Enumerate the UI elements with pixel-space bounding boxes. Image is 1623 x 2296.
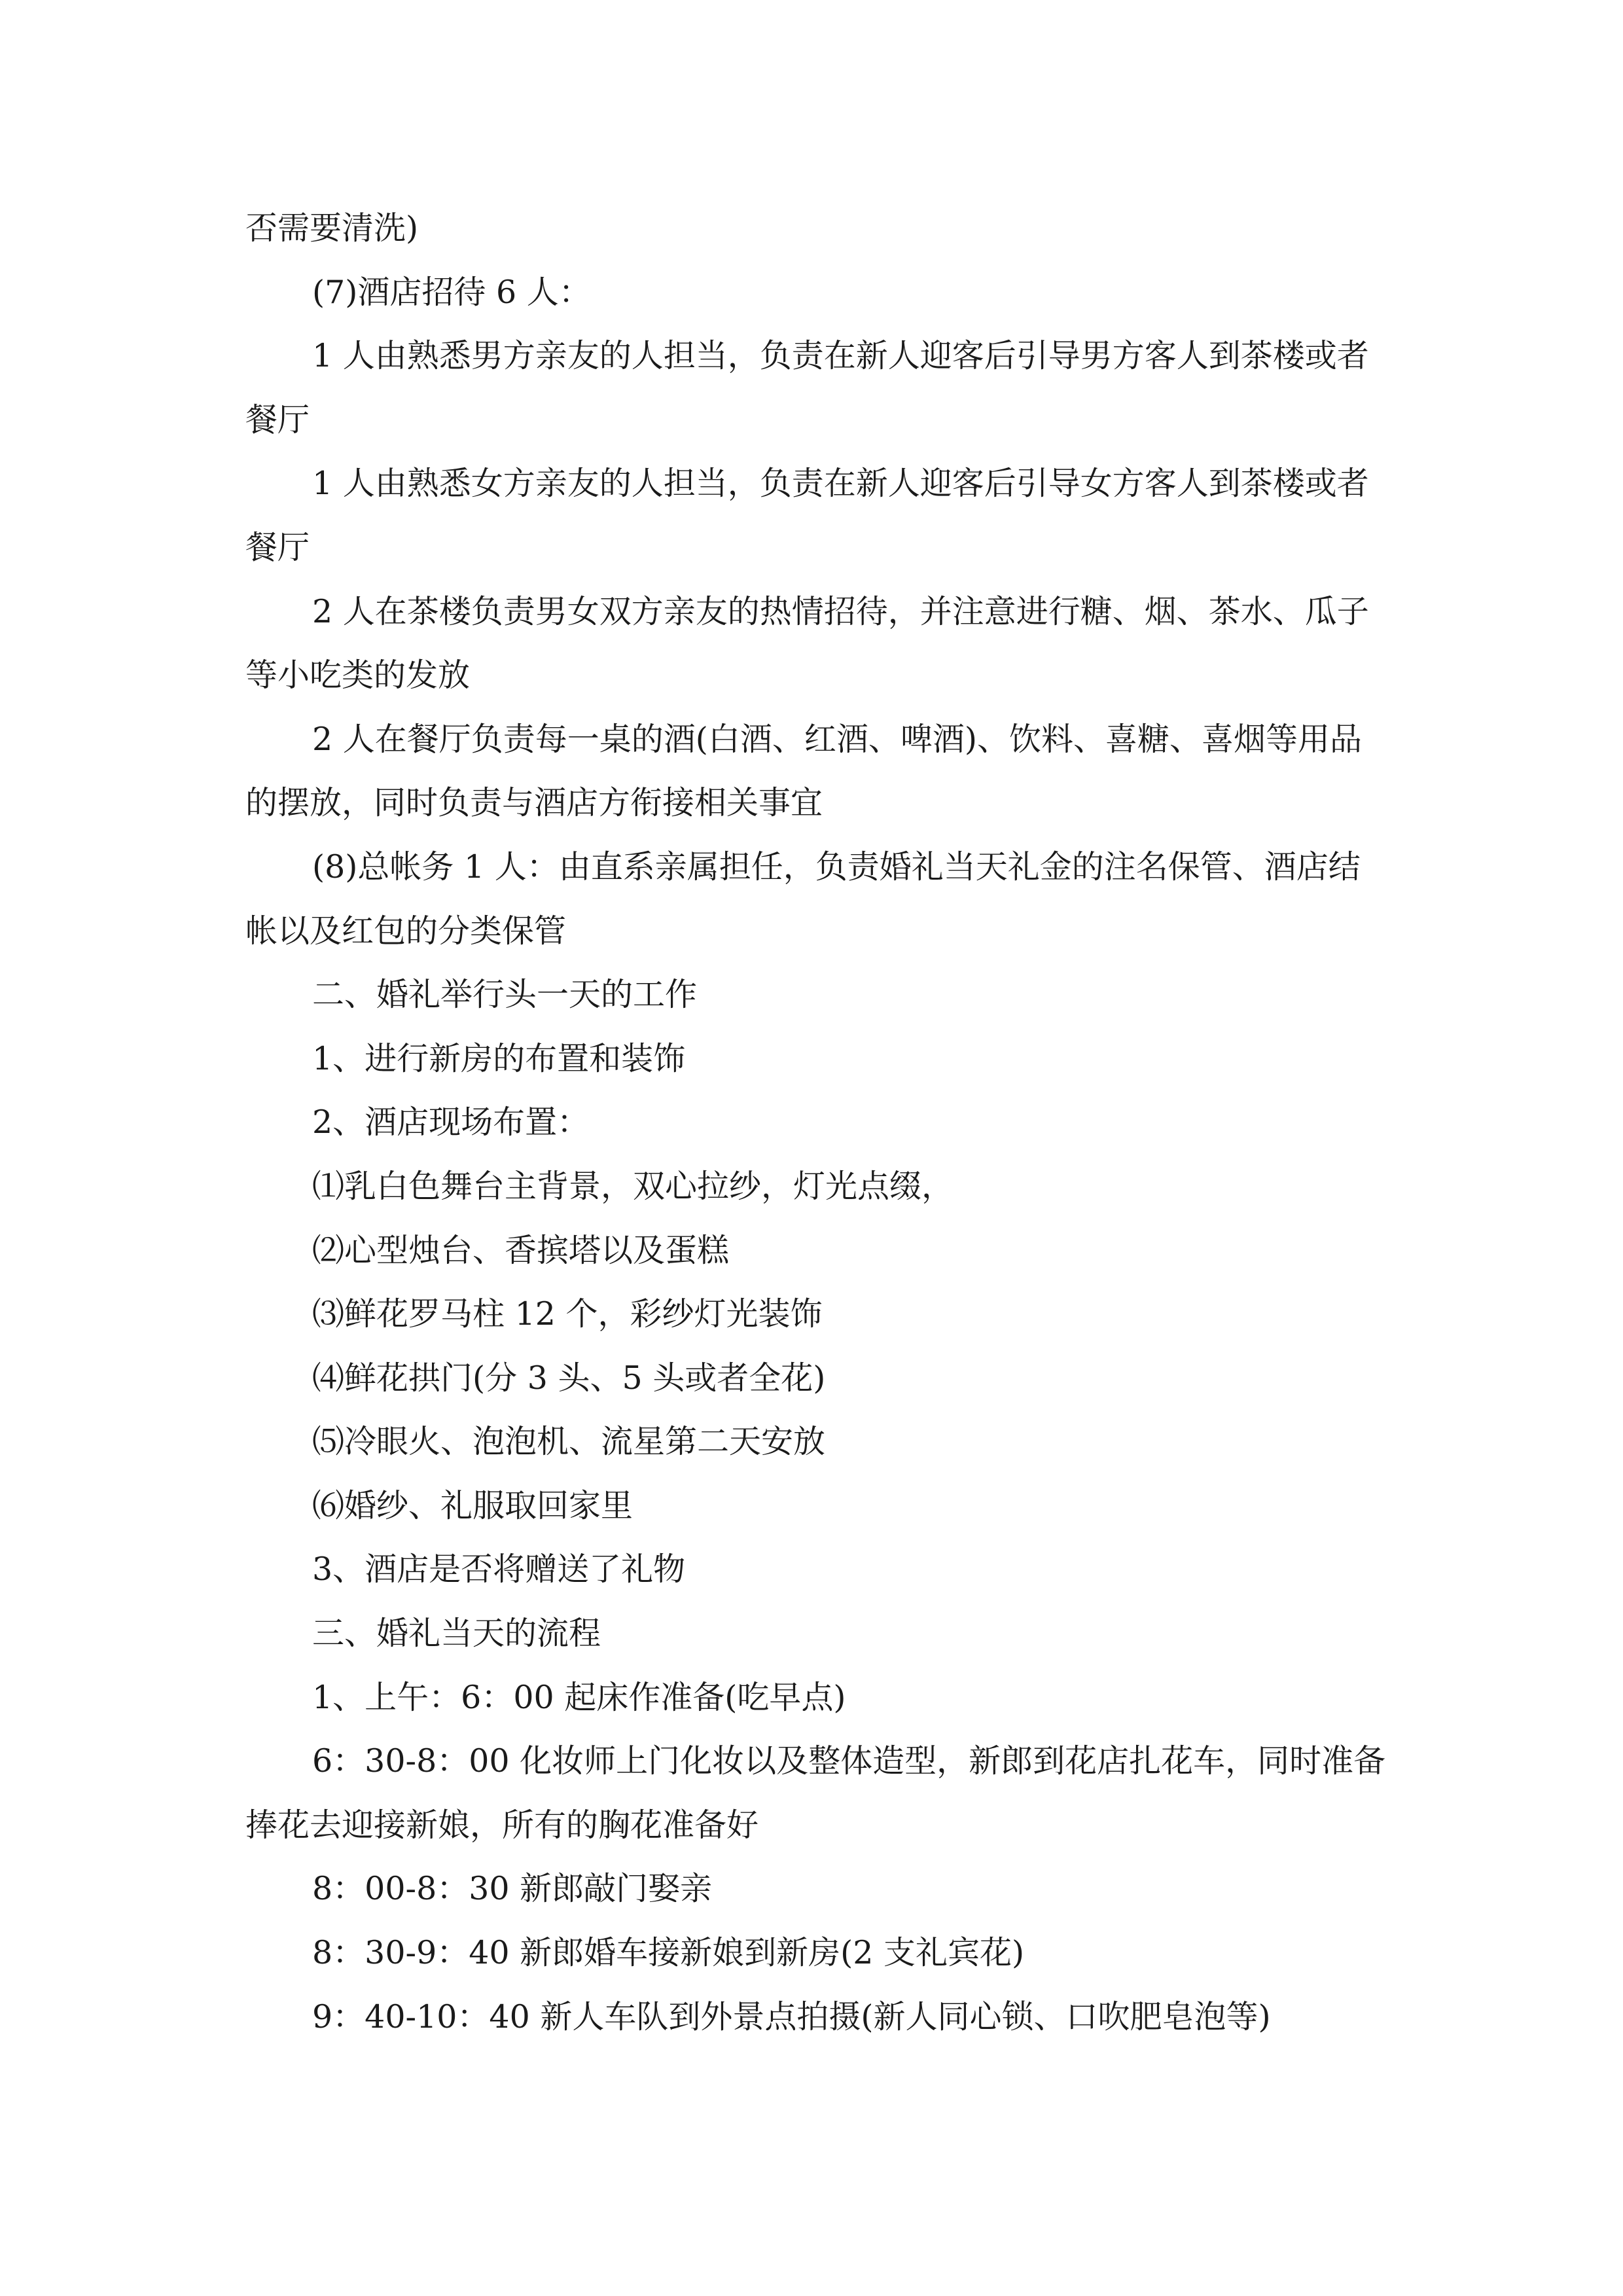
text-line: 1 人由熟悉男方亲友的人担当，负责在新人迎客后引导男方客人到茶楼或者 [312,337,1369,375]
text-line: ⑶鲜花罗马柱 12 个，彩纱灯光装饰 [312,1295,823,1333]
text-line: 帐以及红包的分类保管 [245,912,567,950]
text-line: 捧花去迎接新娘，所有的胸花准备好 [245,1806,759,1844]
text-line: (8)总帐务 1 人：由直系亲属担任，负责婚礼当天礼金的注名保管、酒店结 [312,848,1361,886]
text-line: 6：30-8：00 化妆师上门化妆以及整体造型，新郎到花店扎花车，同时准备 [312,1742,1386,1780]
text-line: ⑵心型烛台、香摈塔以及蛋糕 [312,1231,730,1269]
text-line: ⑸冷眼火、泡泡机、流星第二天安放 [312,1423,826,1461]
text-line: ⑷鲜花拱门(分 3 头、5 头或者全花) [312,1359,826,1397]
text-line: 3、酒店是否将赠送了礼物 [312,1551,686,1588]
text-line: 2 人在茶楼负责男女双方亲友的热情招待，并注意进行糖、烟、茶水、瓜子 [312,592,1369,630]
text-line: 2 人在餐厅负责每一桌的酒(白酒、红酒、啤酒)、饮料、喜糖、喜烟等用品 [312,720,1362,758]
text-line: 1 人由熟悉女方亲友的人担当，负责在新人迎客后引导女方客人到茶楼或者 [312,465,1369,503]
text-line: 二、婚礼举行头一天的工作 [312,976,698,1014]
text-line: 9：40-10：40 新人车队到外景点拍摄(新人同心锁、口吹肥皂泡等) [312,1998,1271,2036]
text-line: 三、婚礼当天的流程 [312,1615,601,1653]
text-line: ⑴乳白色舞台主背景，双心拉纱，灯光点缀， [312,1167,954,1205]
text-line: 的摆放，同时负责与酒店方衔接相关事宜 [245,784,823,822]
document-body [245,196,1386,2049]
text-line: 等小吃类的发放 [245,656,471,694]
text-line: 8：00-8：30 新郎敲门娶亲 [312,1870,713,1908]
text-line: 餐厅 [245,528,310,566]
text-line: 否需要清洗) [245,209,419,247]
text-line: 1、上午：6：00 起床作准备(吃早点) [312,1678,846,1716]
text-line: 餐厅 [245,401,310,439]
text-line: 1、进行新房的布置和装饰 [312,1039,686,1077]
text-line: 8：30-9：40 新郎婚车接新娘到新房(2 支礼宾花) [312,1934,1025,1972]
text-line: (7)酒店招待 6 人： [312,273,591,311]
text-line: ⑹婚纱、礼服取回家里 [312,1486,633,1524]
text-line: 2、酒店现场布置： [312,1103,590,1141]
